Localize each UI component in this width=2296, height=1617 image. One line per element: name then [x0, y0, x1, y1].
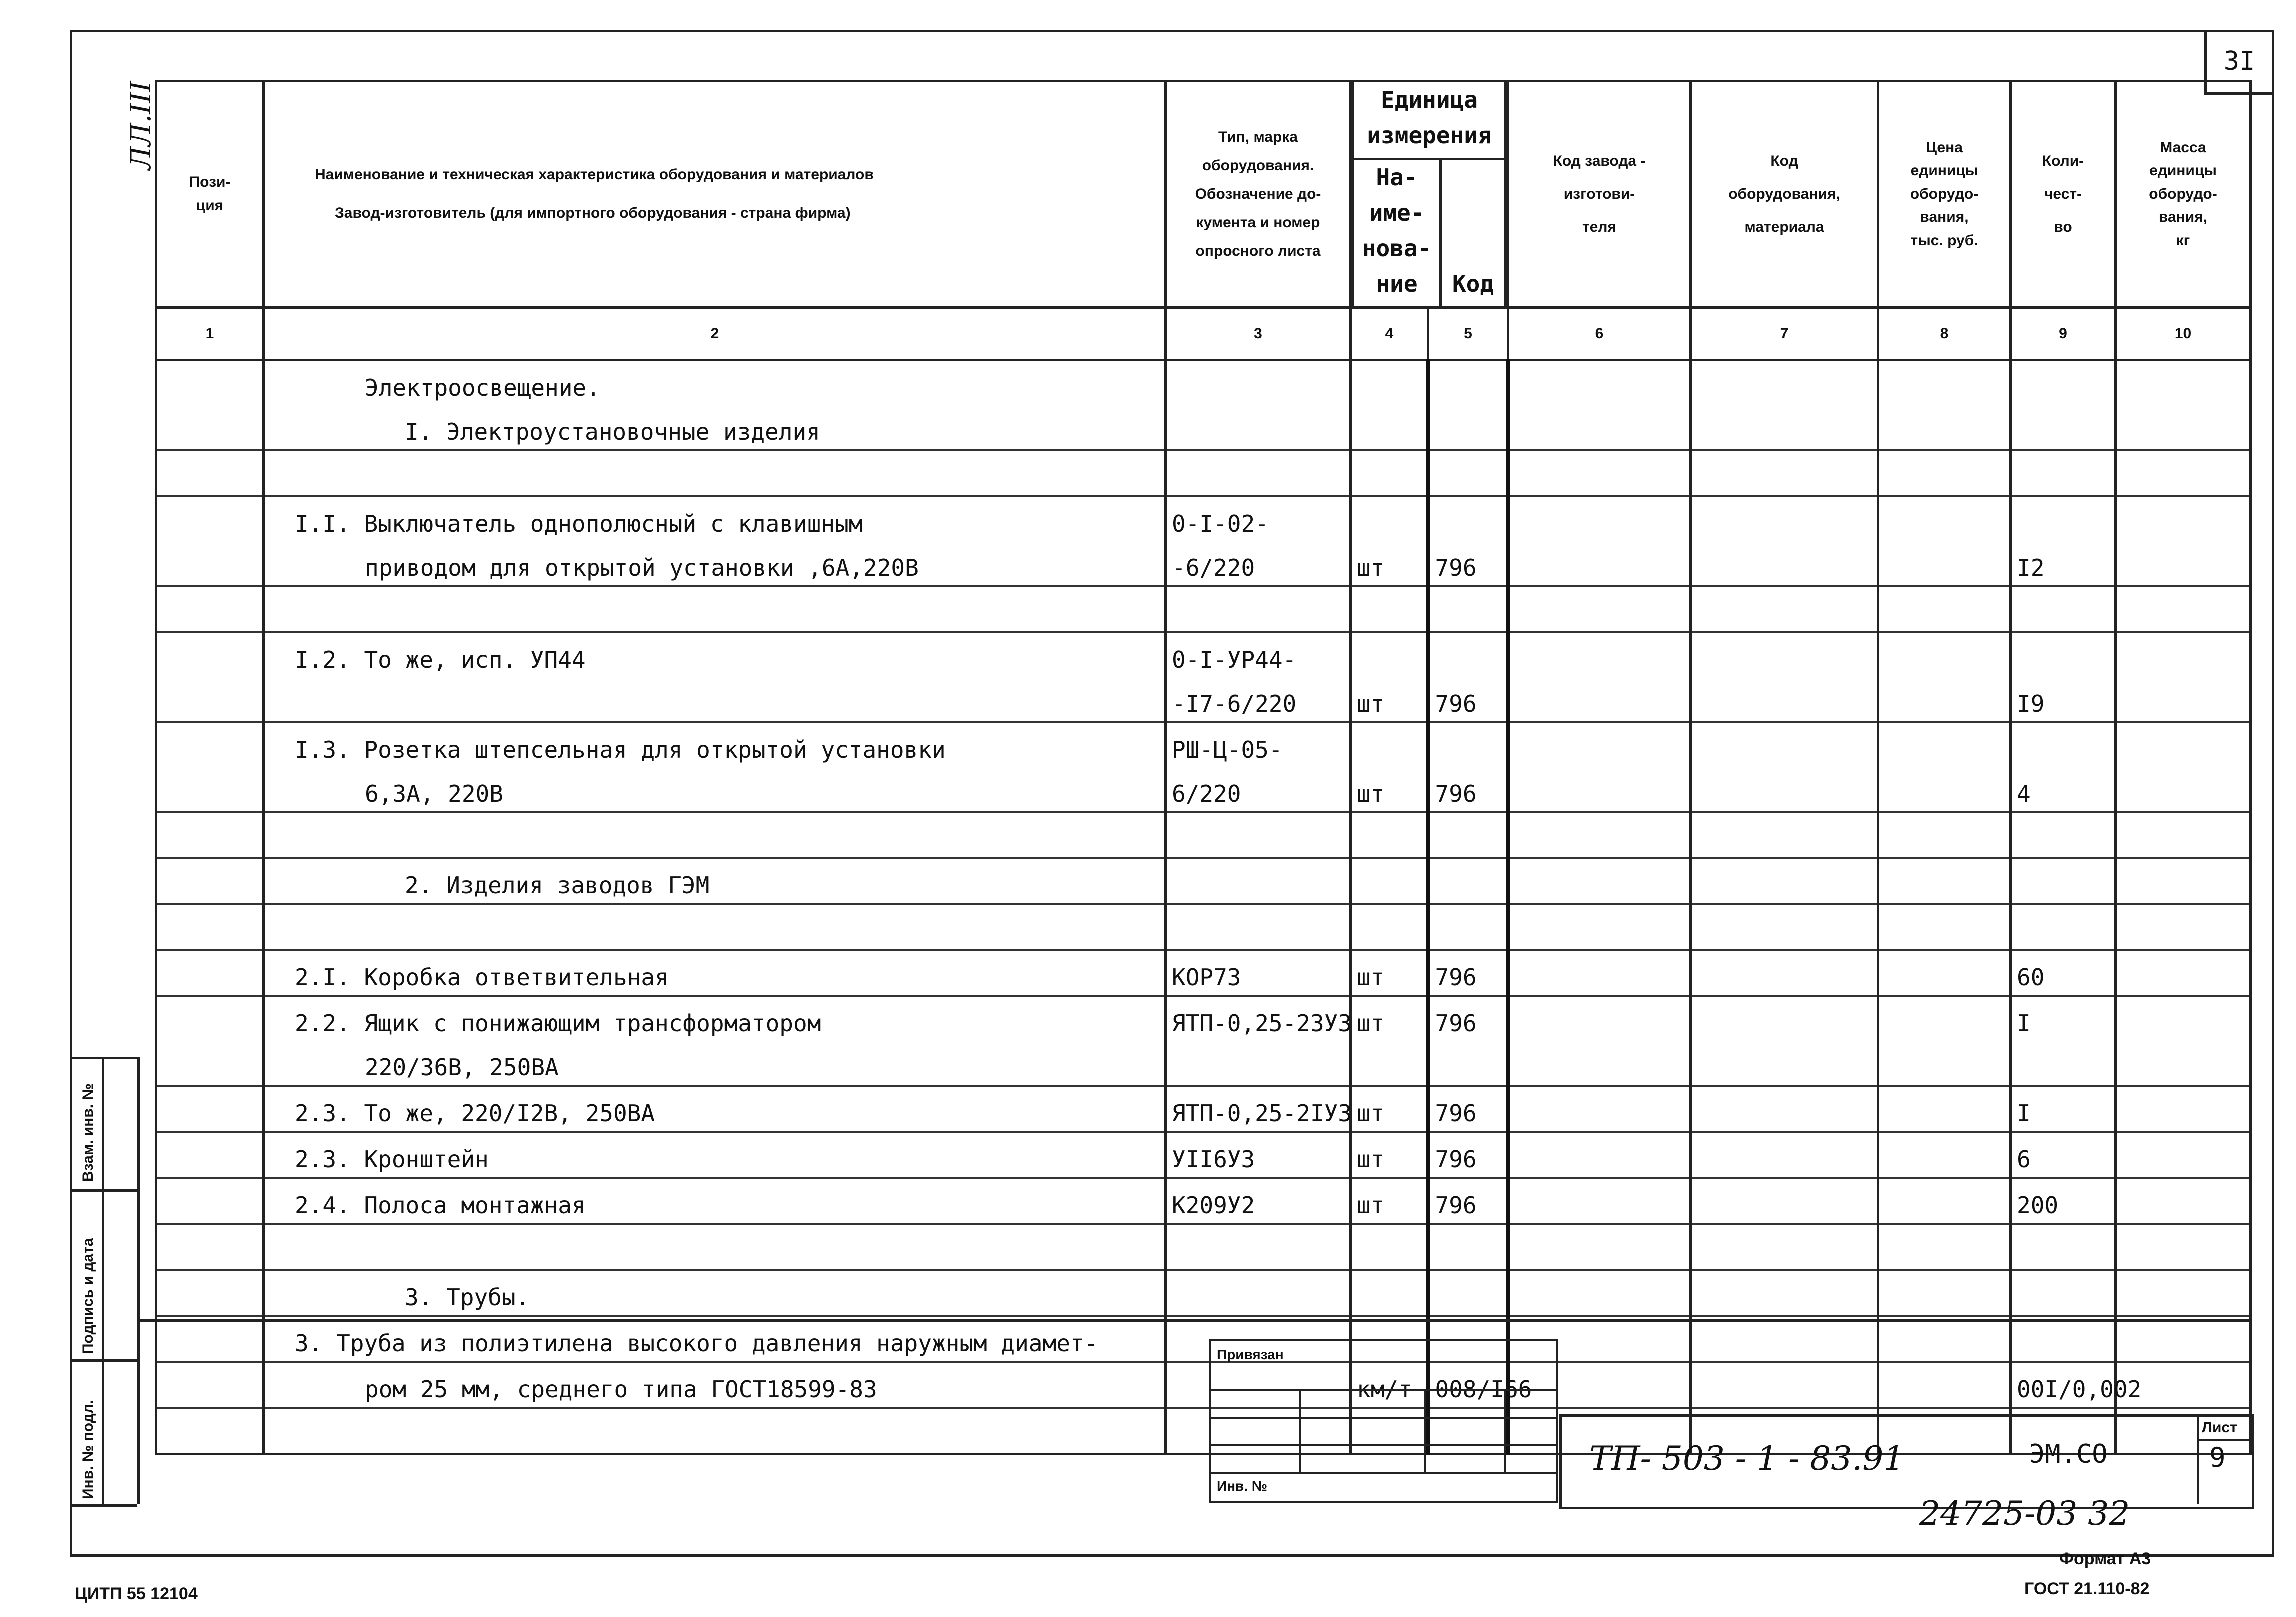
footer-gost: ГОСТ 21.110-82: [2024, 1579, 2150, 1598]
row-name: I.3. Розетка штепсельная для открытой установки: [264, 722, 1166, 767]
row-equipment-code: [1691, 1316, 1878, 1362]
row-position: [156, 450, 264, 496]
row-mass: [2116, 1178, 2251, 1224]
col-number: 2: [264, 307, 1166, 360]
header-type: Тип, марка оборудования. Обозначение до- кумента и номер опросного листа: [1166, 81, 1351, 308]
row-equipment-code: [1691, 405, 1878, 450]
row-mass: [2116, 767, 2251, 812]
row-type-mark: [1166, 405, 1351, 450]
row-unit-code: 796: [1428, 1178, 1508, 1224]
row-unit-code: [1428, 496, 1508, 541]
frame-bottom-line: [70, 1554, 2272, 1557]
row-position: [156, 904, 264, 950]
row-equipment-code: [1691, 858, 1878, 904]
row-equipment-code: [1691, 1041, 1878, 1086]
row-plant-code: [1508, 950, 1691, 996]
row-unit-name: [1351, 858, 1428, 904]
row-equipment-code: [1691, 950, 1878, 996]
row-type-mark: ЯТП-0,25-2IУЗ: [1166, 1086, 1351, 1132]
table-row: [156, 950, 2251, 996]
row-unit-code: [1428, 722, 1508, 767]
row-unit-name: [1351, 722, 1428, 767]
row-type-mark: [1166, 586, 1351, 632]
row-name: I.I. Выключатель однополюсный с клавишным: [264, 496, 1166, 541]
row-quantity: [2011, 586, 2116, 632]
table-row: [156, 450, 2251, 496]
row-unit-code: [1428, 1224, 1508, 1270]
row-unit-name: шт: [1351, 996, 1428, 1041]
row-name: 3. Труба из полиэтилена высокого давления наружным диамет-: [264, 1316, 1166, 1362]
row-type-mark: -6/220: [1166, 541, 1351, 586]
row-type-mark: 6/220: [1166, 767, 1351, 812]
row-name: 2.I. Коробка ответвительная: [264, 950, 1166, 996]
row-unit-name: шт: [1351, 677, 1428, 722]
row-unit-name: шт: [1351, 1132, 1428, 1178]
strip-label-podpis: Подпись и дата: [80, 1238, 96, 1354]
row-mass: [2116, 677, 2251, 722]
row-name: приводом для открытой установки ,6А,220В: [264, 541, 1166, 586]
row-position: [156, 405, 264, 450]
row-unit-name: [1351, 1041, 1428, 1086]
row-type-mark: [1166, 812, 1351, 858]
row-type-mark: [1166, 904, 1351, 950]
row-plant-code: [1508, 632, 1691, 677]
row-position: [156, 496, 264, 541]
row-type-mark: УII6УЗ: [1166, 1132, 1351, 1178]
row-position: [156, 812, 264, 858]
row-type-mark: РШ-Ц-05-: [1166, 722, 1351, 767]
row-unit-code: [1428, 858, 1508, 904]
row-equipment-code: [1691, 541, 1878, 586]
row-position: [156, 677, 264, 722]
row-unit-price: [1878, 677, 2011, 722]
row-quantity: [2011, 722, 2116, 767]
row-equipment-code: [1691, 632, 1878, 677]
row-position: [156, 722, 264, 767]
row-name: [264, 586, 1166, 632]
col-number: 5: [1428, 307, 1508, 360]
row-unit-code: 796: [1428, 767, 1508, 812]
row-unit-code: 796: [1428, 996, 1508, 1041]
row-unit-code: [1428, 360, 1508, 405]
archive-number: 24725-03 32: [1919, 1494, 2130, 1533]
footer-publisher: ЦИТП 55 12104: [75, 1584, 198, 1603]
row-name: [264, 677, 1166, 722]
row-unit-price: [1878, 496, 2011, 541]
table-row: [156, 632, 2251, 677]
row-mass: [2116, 360, 2251, 405]
header-name: Наименование и техническая характеристика оборудования и материалов Завод-изготовитель (для импортного оборудования - страна фирма): [264, 81, 1166, 308]
row-name: Электроосвещение.: [264, 360, 1166, 405]
row-unit-price: [1878, 360, 2011, 405]
col-number: 3: [1166, 307, 1351, 360]
row-mass: [2116, 541, 2251, 586]
table-row: [156, 1362, 2251, 1408]
table-row: [156, 541, 2251, 586]
row-quantity: [2011, 1316, 2116, 1362]
table-row: [156, 586, 2251, 632]
row-equipment-code: [1691, 1270, 1878, 1316]
table-row: [156, 1224, 2251, 1270]
table-row: [156, 496, 2251, 541]
stamp-line: [1504, 1389, 1506, 1472]
table-row: [156, 1316, 2251, 1362]
row-plant-code: [1508, 541, 1691, 586]
table-row: [156, 996, 2251, 1041]
row-position: [156, 950, 264, 996]
row-position: [156, 1408, 264, 1454]
row-plant-code: [1508, 1178, 1691, 1224]
row-plant-code: [1508, 858, 1691, 904]
row-unit-price: [1878, 541, 2011, 586]
row-unit-price: [1878, 1362, 2011, 1408]
row-mass: [2116, 1132, 2251, 1178]
row-type-mark: [1166, 360, 1351, 405]
row-unit-code: [1428, 904, 1508, 950]
row-quantity: I2: [2011, 541, 2116, 586]
row-equipment-code: [1691, 1178, 1878, 1224]
row-plant-code: [1508, 812, 1691, 858]
row-type-mark: [1166, 1270, 1351, 1316]
row-plant-code: [1508, 1132, 1691, 1178]
row-position: [156, 1086, 264, 1132]
row-name: [264, 1224, 1166, 1270]
row-plant-code: [1508, 450, 1691, 496]
row-mass: [2116, 904, 2251, 950]
row-unit-code: [1428, 632, 1508, 677]
row-mass: [2116, 812, 2251, 858]
row-position: [156, 1224, 264, 1270]
header-equipment-code: Код оборудования, материала: [1691, 81, 1878, 308]
row-type-mark: -I7-6/220: [1166, 677, 1351, 722]
row-unit-name: [1351, 1224, 1428, 1270]
strip-right-border: [137, 1057, 140, 1504]
row-unit-price: [1878, 632, 2011, 677]
row-position: [156, 1041, 264, 1086]
row-name: [264, 904, 1166, 950]
header-mass: Масса единицы оборудо- вания, кг: [2116, 81, 2251, 308]
row-unit-price: [1878, 1316, 2011, 1362]
row-equipment-code: [1691, 812, 1878, 858]
col-number: 9: [2011, 307, 2116, 360]
row-position: [156, 1178, 264, 1224]
row-mass: [2116, 722, 2251, 767]
row-unit-price: [1878, 722, 2011, 767]
row-quantity: [2011, 360, 2116, 405]
row-equipment-code: [1691, 1224, 1878, 1270]
row-type-mark: [1166, 450, 1351, 496]
table-row: [156, 904, 2251, 950]
row-plant-code: [1508, 1041, 1691, 1086]
row-position: [156, 1316, 264, 1362]
row-position: [156, 586, 264, 632]
row-unit-name: шт: [1351, 950, 1428, 996]
row-equipment-code: [1691, 1086, 1878, 1132]
row-unit-name: [1351, 632, 1428, 677]
row-plant-code: [1508, 496, 1691, 541]
body-bottom-line: [137, 1319, 2249, 1322]
row-quantity: [2011, 450, 2116, 496]
row-equipment-code: [1691, 722, 1878, 767]
stamp-label-inv: Инв. №: [1217, 1478, 1268, 1494]
row-unit-price: [1878, 1270, 2011, 1316]
stamp-label-privyazan: Привязан: [1217, 1347, 1284, 1362]
col-number: 4: [1351, 307, 1428, 360]
header-row: [156, 81, 2251, 308]
header-quantity: Коли- чест- во: [2011, 81, 2116, 308]
row-unit-price: [1878, 996, 2011, 1041]
row-quantity: 60: [2011, 950, 2116, 996]
sheet-number-top: 3I: [2204, 30, 2272, 95]
row-position: [156, 541, 264, 586]
row-position: [156, 1132, 264, 1178]
row-mass: [2116, 858, 2251, 904]
specification-table: [155, 80, 2252, 1455]
stamp-line: [1209, 1472, 1556, 1474]
row-unit-code: 796: [1428, 541, 1508, 586]
table-row: [156, 1178, 2251, 1224]
row-quantity: 4: [2011, 767, 2116, 812]
row-unit-code: 796: [1428, 1086, 1508, 1132]
row-type-mark: К209У2: [1166, 1178, 1351, 1224]
row-unit-code: [1428, 1041, 1508, 1086]
row-mass: [2116, 450, 2251, 496]
col-number: 7: [1691, 307, 1878, 360]
row-equipment-code: [1691, 767, 1878, 812]
row-unit-price: [1878, 767, 2011, 812]
row-mass: [2116, 1224, 2251, 1270]
document-code: ТП- 503 - 1 - 83.91: [1589, 1439, 1905, 1478]
row-unit-name: [1351, 360, 1428, 405]
col-number: 10: [2116, 307, 2251, 360]
row-unit-price: [1878, 950, 2011, 996]
strip-label-vzam: Взам. инв. №: [80, 1083, 96, 1182]
row-plant-code: [1508, 767, 1691, 812]
row-name: ром 25 мм, среднего типа ГОСТ18599-83: [264, 1362, 1166, 1408]
specification-body: [156, 360, 2251, 1454]
row-type-mark: КОР73: [1166, 950, 1351, 996]
row-equipment-code: [1691, 677, 1878, 722]
row-quantity: 00I/0,002: [2011, 1362, 2116, 1408]
row-position: [156, 1362, 264, 1408]
row-mass: [2116, 996, 2251, 1041]
row-mass: [2116, 405, 2251, 450]
row-mass: [2116, 1316, 2251, 1362]
row-unit-name: шт: [1351, 541, 1428, 586]
row-name: I.2. То же, исп. УП44: [264, 632, 1166, 677]
row-unit-name: [1351, 812, 1428, 858]
row-position: [156, 360, 264, 405]
row-type-mark: [1166, 1041, 1351, 1086]
row-unit-code: 008/I66: [1428, 1362, 1508, 1408]
row-unit-code: [1428, 450, 1508, 496]
row-plant-code: [1508, 405, 1691, 450]
row-quantity: [2011, 496, 2116, 541]
stamp-line: [1424, 1389, 1426, 1472]
row-quantity: [2011, 858, 2116, 904]
row-unit-code: 796: [1428, 1132, 1508, 1178]
row-unit-code: 796: [1428, 950, 1508, 996]
margin-mark: ЛЛ.III: [125, 81, 157, 170]
row-unit-price: [1878, 450, 2011, 496]
row-quantity: I: [2011, 1086, 2116, 1132]
row-plant-code: [1508, 360, 1691, 405]
table-row: [156, 858, 2251, 904]
row-unit-name: [1351, 904, 1428, 950]
sheet-label: Лист: [2202, 1419, 2237, 1436]
header-unit: Единица измерения На- име- нова- ние Код: [1351, 81, 1508, 308]
row-equipment-code: [1691, 496, 1878, 541]
row-unit-name: [1351, 586, 1428, 632]
row-equipment-code: [1691, 904, 1878, 950]
col-number: 6: [1508, 307, 1691, 360]
table-row: [156, 1041, 2251, 1086]
row-equipment-code: [1691, 586, 1878, 632]
sheet-number: 9: [2209, 1442, 2226, 1473]
row-plant-code: [1508, 1224, 1691, 1270]
row-type-mark: [1166, 1224, 1351, 1270]
row-position: [156, 996, 264, 1041]
table-row: [156, 812, 2251, 858]
table-row: [156, 722, 2251, 767]
footer-format: Формат А3: [2059, 1549, 2151, 1568]
row-equipment-code: [1691, 1362, 1878, 1408]
strip-label-inv: Инв. № подл.: [80, 1399, 96, 1499]
row-unit-price: [1878, 586, 2011, 632]
row-type-mark: ЯТП-0,25-23УЗ: [1166, 996, 1351, 1041]
row-unit-price: [1878, 405, 2011, 450]
row-quantity: [2011, 632, 2116, 677]
row-unit-price: [1878, 858, 2011, 904]
row-plant-code: [1508, 996, 1691, 1041]
row-name: I. Электроустановочные изделия: [264, 405, 1166, 450]
row-quantity: [2011, 1224, 2116, 1270]
row-quantity: 6: [2011, 1132, 2116, 1178]
strip-divider: [102, 1057, 104, 1504]
col-number: 8: [1878, 307, 2011, 360]
table-row: [156, 405, 2251, 450]
row-name: 2.4. Полоса монтажная: [264, 1178, 1166, 1224]
col-number: 1: [156, 307, 264, 360]
row-name: [264, 450, 1166, 496]
row-position: [156, 767, 264, 812]
table-row: [156, 1132, 2251, 1178]
row-plant-code: [1508, 904, 1691, 950]
header-unit-price: Цена единицы оборудо- вания, тыс. руб.: [1878, 81, 2011, 308]
row-position: [156, 1270, 264, 1316]
row-mass: [2116, 950, 2251, 996]
row-name: 6,3А, 220В: [264, 767, 1166, 812]
row-quantity: [2011, 904, 2116, 950]
row-equipment-code: [1691, 450, 1878, 496]
row-unit-name: [1351, 405, 1428, 450]
row-plant-code: [1508, 677, 1691, 722]
row-quantity: I: [2011, 996, 2116, 1041]
row-mass: [2116, 632, 2251, 677]
row-type-mark: 0-I-02-: [1166, 496, 1351, 541]
row-unit-price: [1878, 1178, 2011, 1224]
row-name: 2.2. Ящик с понижающим трансформатором: [264, 996, 1166, 1041]
row-mass: [2116, 1086, 2251, 1132]
row-unit-code: 796: [1428, 677, 1508, 722]
row-position: [156, 858, 264, 904]
row-name: 3. Трубы.: [264, 1270, 1166, 1316]
row-unit-price: [1878, 1086, 2011, 1132]
table-row: [156, 1086, 2251, 1132]
row-unit-name: [1351, 496, 1428, 541]
row-plant-code: [1508, 1270, 1691, 1316]
stamp-line: [1299, 1389, 1301, 1472]
row-name: [264, 1408, 1166, 1454]
row-unit-price: [1878, 1224, 2011, 1270]
row-name: 2.3. Кронштейн: [264, 1132, 1166, 1178]
row-unit-name: шт: [1351, 767, 1428, 812]
row-unit-code: [1428, 405, 1508, 450]
row-mass: [2116, 496, 2251, 541]
table-row: [156, 767, 2251, 812]
row-plant-code: [1508, 1086, 1691, 1132]
header-position: Пози- ция: [156, 81, 264, 308]
row-unit-price: [1878, 904, 2011, 950]
row-plant-code: [1508, 722, 1691, 767]
header-plant-code: Код завода - изготови- теля: [1508, 81, 1691, 308]
row-unit-code: [1428, 586, 1508, 632]
row-unit-name: шт: [1351, 1086, 1428, 1132]
row-mass: [2116, 1041, 2251, 1086]
row-type-mark: 0-I-УР44-: [1166, 632, 1351, 677]
row-quantity: [2011, 1041, 2116, 1086]
table-row: [156, 1270, 2251, 1316]
column-number-row: [156, 307, 2251, 360]
row-quantity: [2011, 812, 2116, 858]
row-unit-name: [1351, 450, 1428, 496]
row-unit-code: [1428, 1270, 1508, 1316]
sheet-box-divider: [2197, 1439, 2249, 1441]
row-name: 220/36В, 250ВА: [264, 1041, 1166, 1086]
row-equipment-code: [1691, 996, 1878, 1041]
row-unit-name: [1351, 1270, 1428, 1316]
table-row: [156, 677, 2251, 722]
row-name: 2.3. То же, 220/I2В, 250ВА: [264, 1086, 1166, 1132]
row-equipment-code: [1691, 1132, 1878, 1178]
row-mass: [2116, 1270, 2251, 1316]
row-unit-price: [1878, 1132, 2011, 1178]
row-plant-code: [1508, 586, 1691, 632]
row-position: [156, 632, 264, 677]
row-unit-name: шт: [1351, 1178, 1428, 1224]
row-mass: [2116, 586, 2251, 632]
document-type: ЭМ.СО: [2029, 1439, 2108, 1469]
row-quantity: [2011, 1270, 2116, 1316]
row-unit-name: км/т: [1351, 1362, 1428, 1408]
row-unit-code: [1428, 812, 1508, 858]
row-name: [264, 812, 1166, 858]
row-quantity: I9: [2011, 677, 2116, 722]
table-row: [156, 360, 2251, 405]
row-unit-price: [1878, 812, 2011, 858]
row-quantity: 200: [2011, 1178, 2116, 1224]
row-unit-price: [1878, 1041, 2011, 1086]
row-quantity: [2011, 405, 2116, 450]
row-name: 2. Изделия заводов ГЭМ: [264, 858, 1166, 904]
row-type-mark: [1166, 858, 1351, 904]
row-equipment-code: [1691, 360, 1878, 405]
